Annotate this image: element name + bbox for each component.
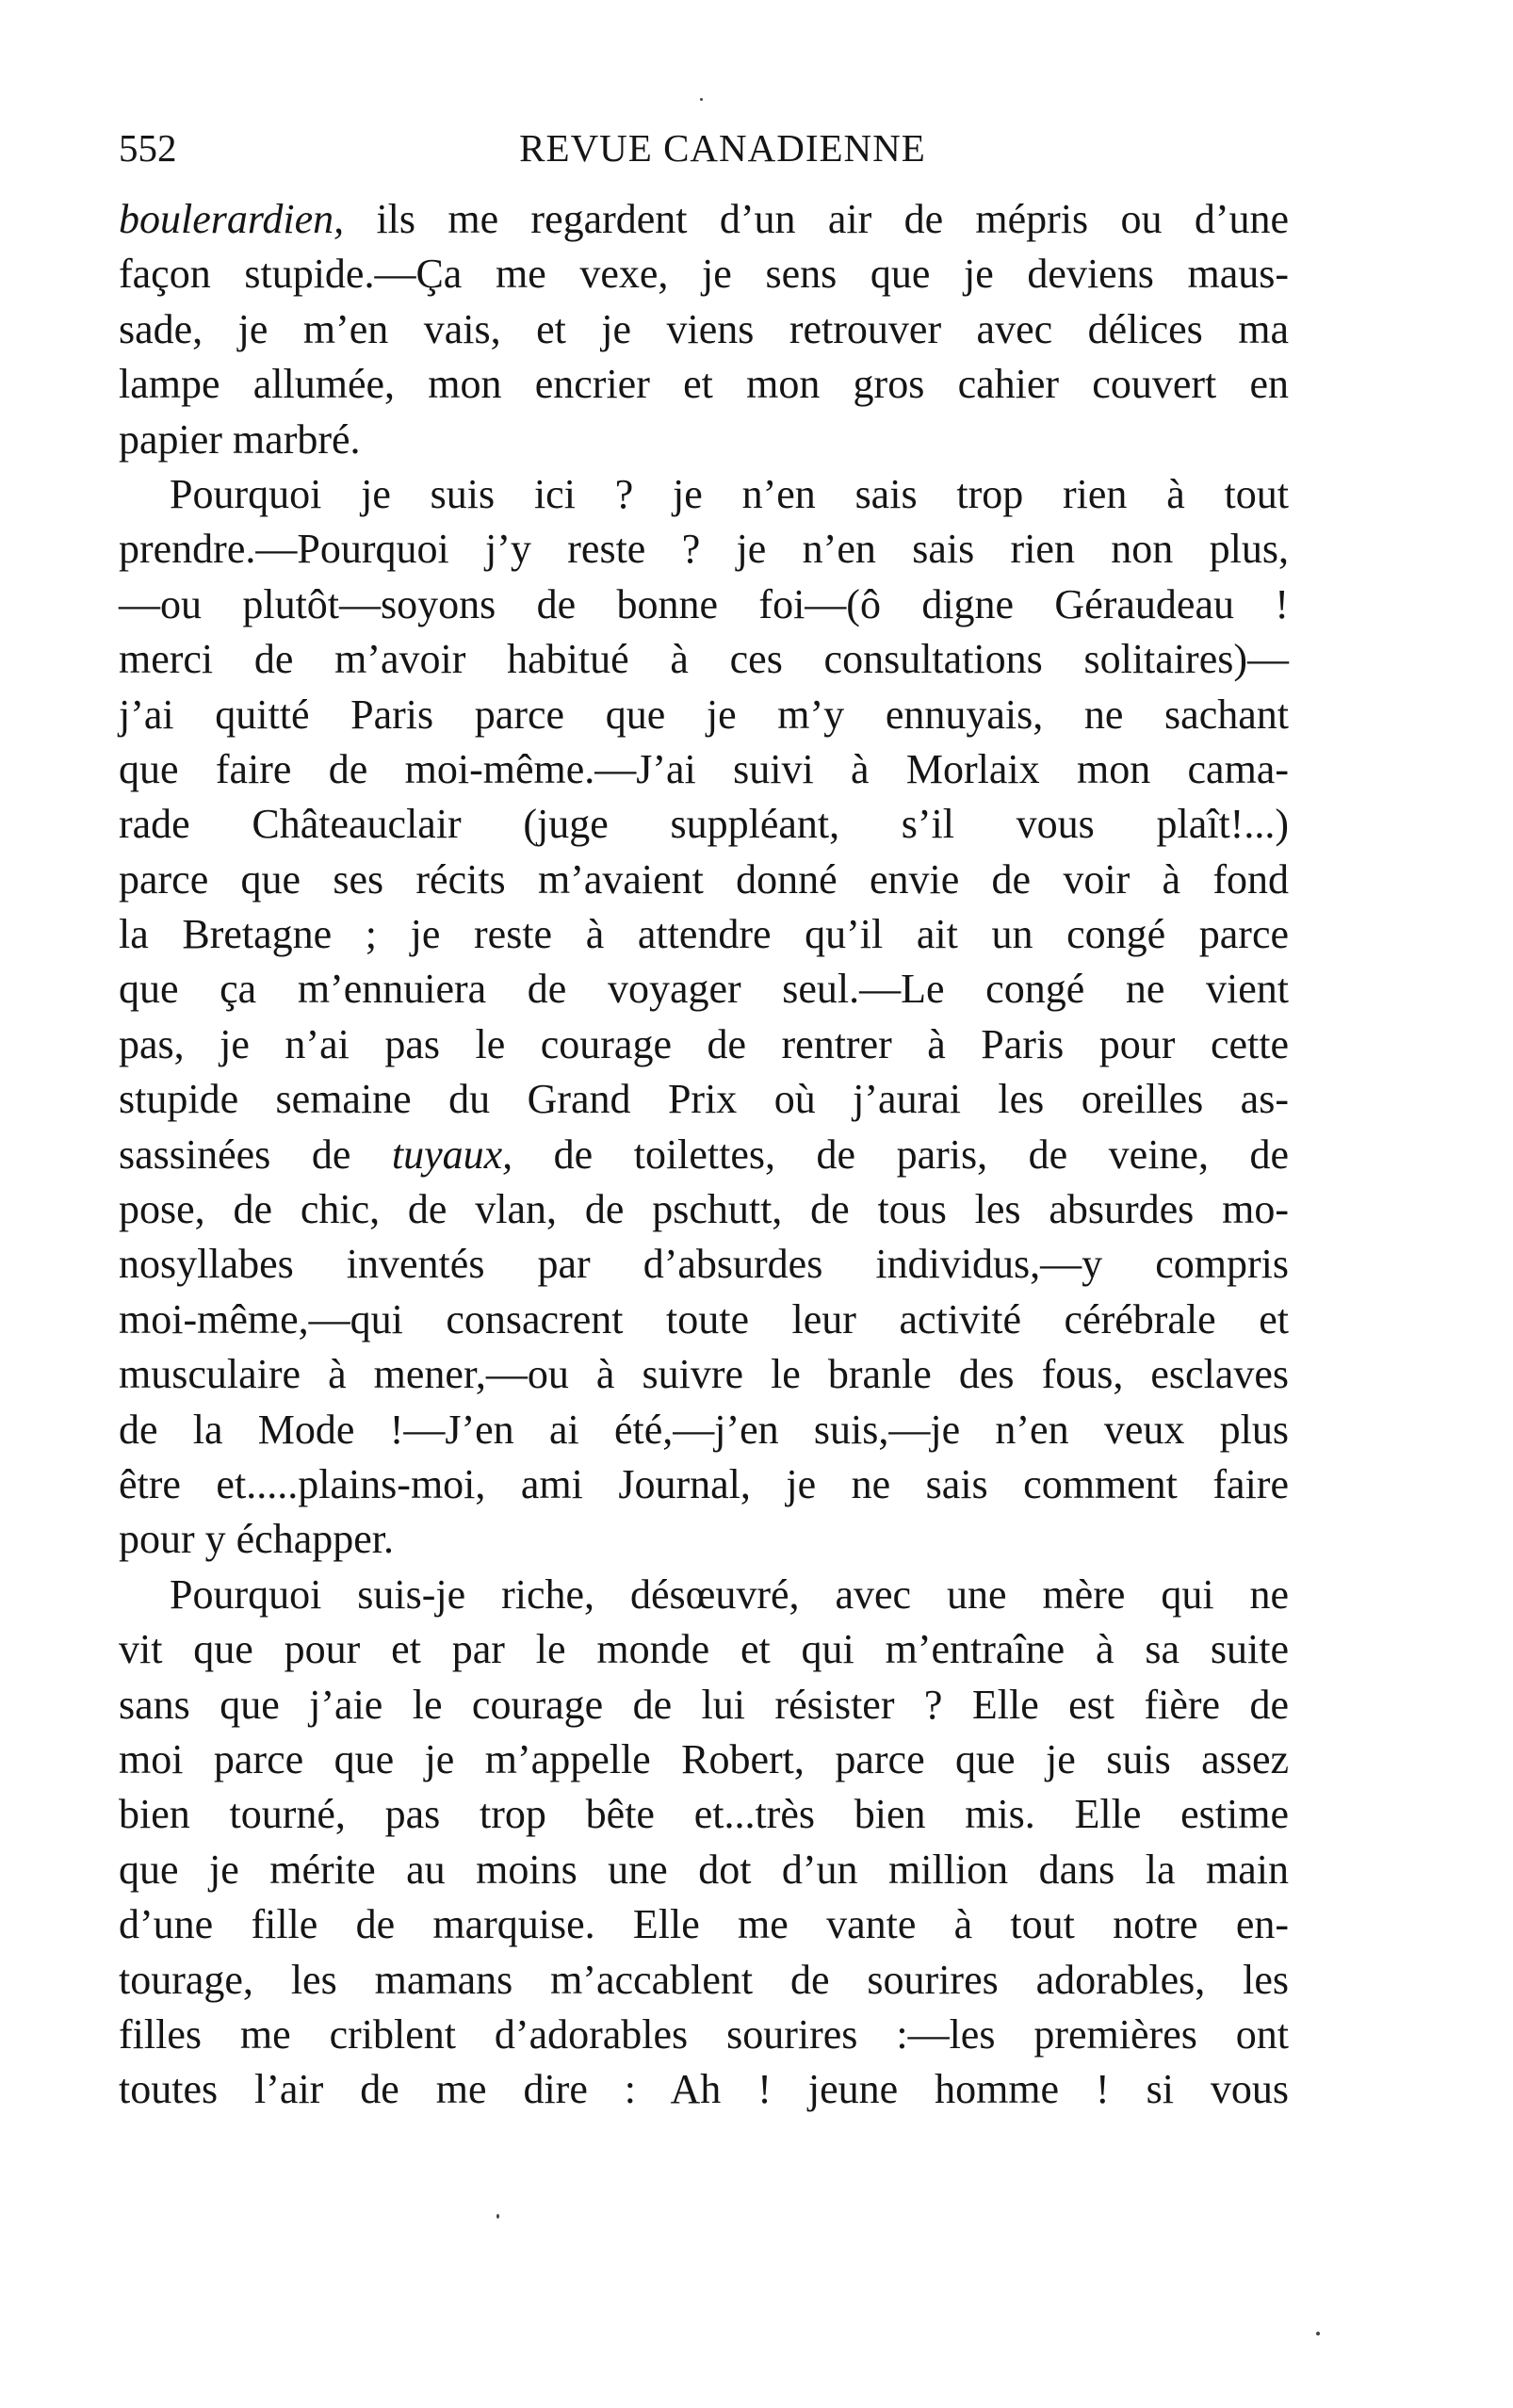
text-line: prendre.—Pourquoi j’y reste ? je n’en sais rien non plus, [119, 526, 1289, 573]
text-line: que faire de moi-même.—J’ai suivi à Morlaix mon cama- [119, 745, 1289, 792]
italic-word: boulerardien, [119, 196, 345, 242]
text-line: que ça m’ennuiera de voyager seul.—Le congé ne vient [119, 966, 1289, 1013]
text-line: lampe allumée, mon encrier et mon gros cahier couvert en [119, 361, 1289, 408]
text-line: j’ai quitté Paris parce que je m’y ennuyais, ne sachant [119, 691, 1289, 738]
scan-speck [496, 2214, 499, 2219]
text-line: toutes l’air de me dire : Ah ! jeune homme ! si vous [119, 2066, 1289, 2113]
text-line: moi-même,—qui consacrent toute leur activité cérébrale et [119, 1295, 1289, 1342]
text-line: papier marbré. [119, 415, 361, 463]
text-line: pour y échapper. [119, 1516, 394, 1563]
text-line: façon stupide.—Ça me vexe, je sens que je deviens maus- [119, 251, 1289, 298]
text-line: merci de m’avoir habitué à ces consultations solitaires)— [119, 636, 1289, 683]
text-line: Pourquoi je suis ici ? je n’en sais trop rien à tout [170, 470, 1289, 517]
scan-speck [700, 98, 703, 101]
text-line: sassinées de tuyaux, de toilettes, de paris, de veine, de [119, 1131, 1290, 1178]
text-line: stupide semaine du Grand Prix où j’aurai les oreilles as- [119, 1076, 1289, 1123]
page-number: 552 [119, 126, 177, 170]
text-line: —ou plutôt—soyons de bonne foi—(ô digne Géraudeau ! [119, 580, 1289, 627]
text-line: que je mérite au moins une dot d’un million dans la main [119, 1846, 1289, 1893]
text-line: musculaire à mener,—ou à suivre le branle des fous, esclaves [119, 1351, 1289, 1398]
italic-word: tuyaux, [391, 1131, 513, 1178]
text-line: nosyllabes inventés par d’absurdes individus,—y compris [119, 1241, 1289, 1288]
scan-speck [1316, 2332, 1320, 2335]
text-line: sans que j’aie le courage de lui résister ? Elle est fière de [119, 1681, 1289, 1728]
text-line: pose, de chic, de vlan, de pschutt, de tous les absurdes mo- [119, 1186, 1289, 1233]
running-title: REVUE CANADIENNE [519, 126, 926, 170]
body-text [119, 192, 1289, 2118]
text-line: parce que ses récits m’avaient donné envie de voir à fond [119, 855, 1289, 903]
text-line: pas, je n’ai pas le courage de rentrer à Paris pour cette [119, 1020, 1289, 1067]
text-line: boulerardien, ils me regardent d’un air de mépris ou d’une [119, 196, 1289, 242]
text-line: être et.....plains-moi, ami Journal, je ne sais comment faire [119, 1460, 1289, 1507]
text-line: vit que pour et par le monde et qui m’entraîne à sa suite [119, 1626, 1289, 1673]
text-line: la Bretagne ; je reste à attendre qu’il ait un congé parce [119, 911, 1289, 958]
text-line: tourage, les mamans m’accablent de sourires adorables, les [119, 1956, 1289, 2003]
text-line: rade Châteauclair (juge suppléant, s’il vous plaît!...) [119, 801, 1289, 848]
text-line: de la Mode !—J’en ai été,—j’en suis,—je n’en veux plus [119, 1406, 1289, 1453]
text-line: filles me criblent d’adorables sourires :—les premières ont [119, 2010, 1289, 2058]
text-line: sade, je m’en vais, et je viens retrouver avec délices ma [119, 305, 1289, 352]
text-line: moi parce que je m’appelle Robert, parce que je suis assez [119, 1735, 1289, 1782]
text-line: d’une fille de marquise. Elle me vante à tout notre en- [119, 1901, 1289, 1948]
text-line: Pourquoi suis-je riche, désœuvré, avec une mère qui ne [170, 1570, 1289, 1618]
text-line: bien tourné, pas trop bête et...très bien mis. Elle estime [119, 1791, 1289, 1838]
page-header [119, 124, 1289, 171]
